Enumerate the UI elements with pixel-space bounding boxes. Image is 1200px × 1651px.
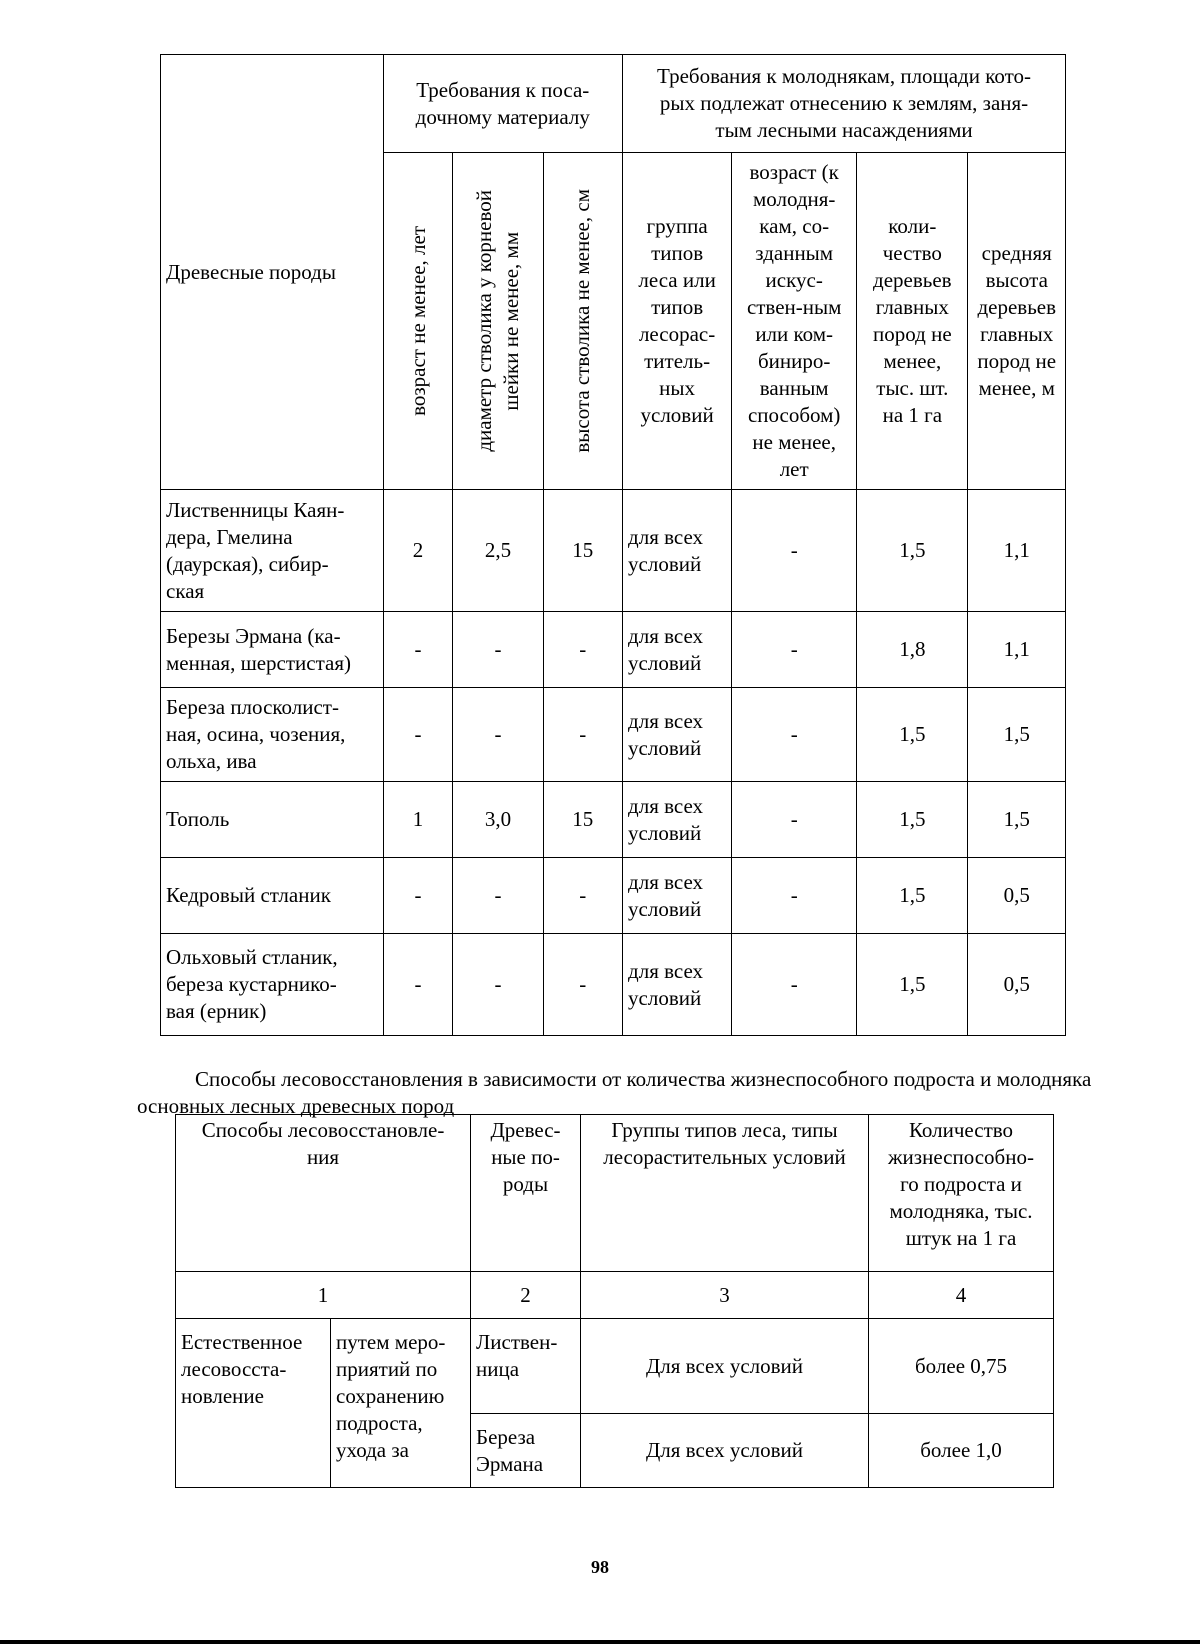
condition-cell: Для всех условий	[581, 1414, 869, 1488]
header-diameter-cell	[453, 153, 543, 490]
diameter-cell: -	[453, 688, 543, 782]
header-methods: Способы лесовосстановле- ния	[176, 1115, 471, 1272]
column-numbers-row	[176, 1272, 1054, 1319]
young-age-cell: -	[732, 782, 857, 858]
species-cell: Береза Эрмана	[471, 1414, 581, 1488]
age-cell: -	[383, 858, 453, 934]
table-row	[161, 612, 1066, 688]
column-number: 4	[869, 1272, 1054, 1319]
height-cell: -	[543, 934, 623, 1036]
tree-count-cell: 1,5	[857, 782, 968, 858]
tree-count-cell: 1,5	[857, 490, 968, 612]
height-cell: 15	[543, 490, 623, 612]
young-age-cell: -	[732, 612, 857, 688]
avg-height-cell: 1,1	[968, 490, 1066, 612]
table-row	[161, 782, 1066, 858]
header-tree-count: коли- чество деревьев главных пород не менее, тыс. шт. на 1 га	[857, 153, 968, 490]
young-age-cell: -	[732, 490, 857, 612]
forest-group-cell: для всех условий	[623, 490, 732, 612]
tree-count-cell: 1,8	[857, 612, 968, 688]
diameter-cell: 3,0	[453, 782, 543, 858]
species-cell: Березы Эрмана (ка- менная, шерстистая)	[161, 612, 384, 688]
diameter-cell: -	[453, 934, 543, 1036]
page-number: 98	[591, 1557, 609, 1577]
header-height-cell	[543, 153, 623, 490]
diameter-cell: -	[453, 858, 543, 934]
avg-height-cell: 1,1	[968, 612, 1066, 688]
table-row	[176, 1319, 1054, 1414]
table-row	[161, 490, 1066, 612]
header-young-age: возраст (к молодня- кам, со- зданным искус- ствен-ным или ком- биниро- ванным способом) не менее, лет	[732, 153, 857, 490]
header-age: возраст не менее, лет	[405, 226, 430, 416]
age-cell: -	[383, 688, 453, 782]
young-age-cell: -	[732, 688, 857, 782]
avg-height-cell: 0,5	[968, 858, 1066, 934]
avg-height-cell: 1,5	[968, 688, 1066, 782]
tree-count-cell: 1,5	[857, 858, 968, 934]
header-young-stands: Требования к молоднякам, площади кото- рых подлежат отнесению к землям, заня- тым лесными насаждениями	[623, 55, 1066, 153]
quantity-cell: более 0,75	[869, 1319, 1054, 1414]
species-cell: Лиственницы Каян- дера, Гмелина (даурская), сибир- ская	[161, 490, 384, 612]
diameter-cell: -	[453, 612, 543, 688]
column-number: 1	[176, 1272, 471, 1319]
age-cell: -	[383, 934, 453, 1036]
tree-count-cell: 1,5	[857, 688, 968, 782]
height-cell: -	[543, 858, 623, 934]
table-row	[161, 934, 1066, 1036]
species-cell: Листвен- ница	[471, 1319, 581, 1414]
height-cell: -	[543, 612, 623, 688]
age-cell: 2	[383, 490, 453, 612]
height-cell: 15	[543, 782, 623, 858]
tree-count-cell: 1,5	[857, 934, 968, 1036]
species-cell: Тополь	[161, 782, 384, 858]
header-species: Древес- ные по- роды	[471, 1115, 581, 1272]
header-quantity: Количество жизнеспособно- го подроста и молодняка, тыс. штук на 1 га	[869, 1115, 1054, 1272]
forest-group-cell: для всех условий	[623, 688, 732, 782]
method-sub-cell: путем меро- приятий по сохранению подроста, ухода за	[331, 1319, 471, 1488]
avg-height-cell: 1,5	[968, 782, 1066, 858]
header-planting-material: Требования к поса- дочному материалу	[383, 55, 623, 153]
column-number: 2	[471, 1272, 581, 1319]
header-species: Древесные породы	[161, 55, 384, 490]
forest-group-cell: для всех условий	[623, 934, 732, 1036]
species-cell: Кедровый стланик	[161, 858, 384, 934]
header-avg-height: средняя высота деревьев главных пород не менее, м	[968, 153, 1066, 490]
header-groups: Группы типов леса, типы лесорастительных условий	[581, 1115, 869, 1272]
header-forest-group: группа типов леса или типов лесорас- титель- ных условий	[623, 153, 732, 490]
diameter-cell: 2,5	[453, 490, 543, 612]
header-diameter: диаметр стволика у корневой шейки не менее, мм	[472, 190, 523, 452]
species-requirements-table	[160, 54, 1066, 1036]
age-cell: 1	[383, 782, 453, 858]
table-caption: Способы лесовосстановления в зависимости от количества жизнеспособного подроста и молодняка основных лесных древесных пород	[137, 1067, 1092, 1118]
young-age-cell: -	[732, 858, 857, 934]
young-age-cell: -	[732, 934, 857, 1036]
header-age-cell	[383, 153, 453, 490]
avg-height-cell: 0,5	[968, 934, 1066, 1036]
header-height: высота стволика не менее, см	[570, 189, 595, 453]
height-cell: -	[543, 688, 623, 782]
table-row	[161, 688, 1066, 782]
column-number: 3	[581, 1272, 869, 1319]
age-cell: -	[383, 612, 453, 688]
species-cell: Ольховый стланик, береза кустарнико- вая (ерник)	[161, 934, 384, 1036]
bottom-rule	[0, 1640, 1200, 1644]
condition-cell: Для всех условий	[581, 1319, 869, 1414]
forest-group-cell: для всех условий	[623, 858, 732, 934]
reforestation-methods-table	[175, 1114, 1054, 1488]
method-main-cell: Естественное лесовосста- новление	[176, 1319, 331, 1488]
species-cell: Береза плосколист- ная, осина, чозения, ольха, ива	[161, 688, 384, 782]
forest-group-cell: для всех условий	[623, 612, 732, 688]
table-row	[161, 858, 1066, 934]
forest-group-cell: для всех условий	[623, 782, 732, 858]
quantity-cell: более 1,0	[869, 1414, 1054, 1488]
